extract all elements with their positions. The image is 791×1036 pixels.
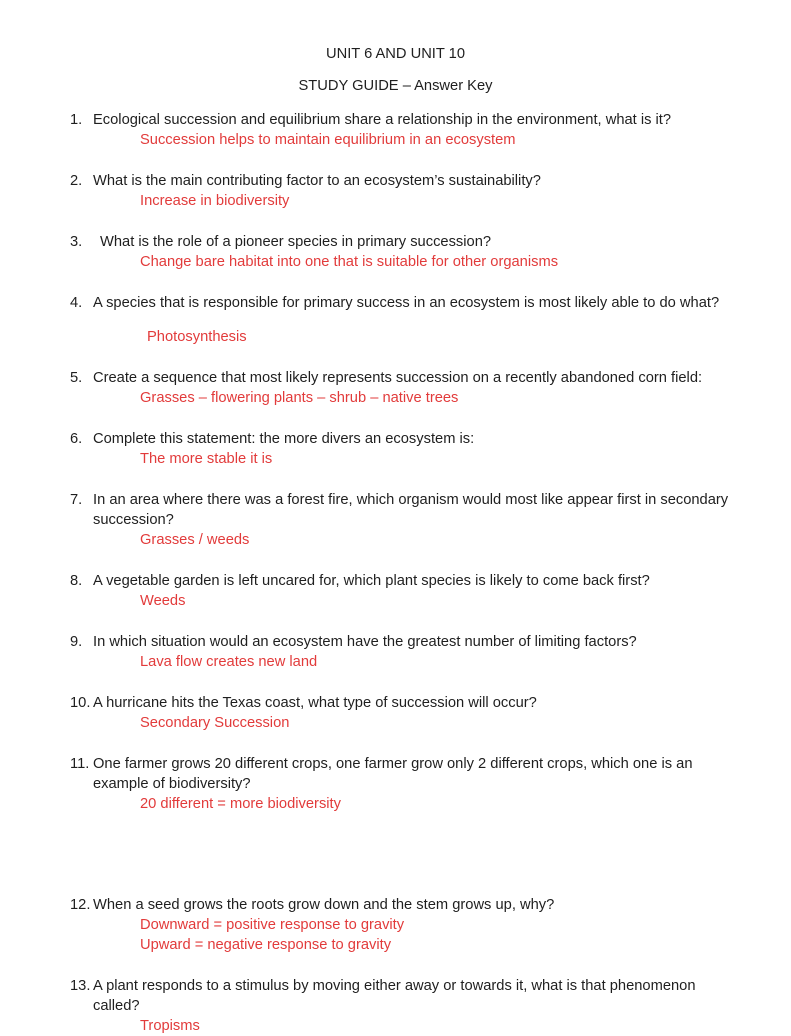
answer-text: Downward = positive response to gravity [140, 917, 405, 933]
question-item [70, 293, 741, 347]
answer-group [93, 252, 741, 272]
answer-group [93, 652, 741, 672]
question-text: In an area where there was a forest fire, which organism would most like appear first in secondary succession? [93, 492, 729, 528]
question-number: 1. [70, 112, 83, 128]
answer-group [93, 794, 741, 814]
question-item [70, 632, 741, 672]
question-item [70, 110, 741, 150]
question-number: 7. [70, 492, 83, 508]
question-text: In which situation would an ecosystem have the greatest number of limiting factors? [93, 634, 637, 650]
answer-text: 20 different = more biodiversity [140, 796, 341, 812]
answer-text: Tropisms [140, 1018, 200, 1034]
question-body [93, 368, 741, 408]
answer-text: The more stable it is [140, 451, 273, 467]
question-body [93, 976, 741, 1036]
question-text: When a seed grows the roots grow down and the stem grows up, why? [93, 897, 555, 913]
question-body [93, 571, 741, 611]
question-body [93, 171, 741, 211]
question-number: 11. [70, 756, 90, 772]
question-text: Create a sequence that most likely represents succession on a recently abandoned corn field: [93, 370, 703, 386]
question-number: 9. [70, 634, 83, 650]
answer-text: Secondary Succession [140, 715, 290, 731]
question-item [70, 693, 741, 733]
answer-text: Succession helps to maintain equilibrium in an ecosystem [140, 132, 516, 148]
question-item [70, 232, 741, 272]
question-number: 10. [70, 695, 91, 711]
question-item [70, 976, 741, 1036]
question-item [70, 754, 741, 814]
answer-text: Lava flow creates new land [140, 654, 318, 670]
question-text: A hurricane hits the Texas coast, what type of succession will occur? [93, 695, 537, 711]
question-number: 3. [70, 234, 83, 250]
question-item [70, 571, 741, 611]
question-number: 13. [70, 978, 91, 994]
question-text: One farmer grows 20 different crops, one farmer grow only 2 different crops, which one is an example of biodiversity? [93, 756, 693, 792]
question-number: 6. [70, 431, 83, 447]
answer-group [93, 1016, 741, 1036]
question-body [93, 232, 741, 272]
question-text: A plant responds to a stimulus by moving either away or towards it, what is that phenomenon called? [93, 978, 696, 1014]
question-text: What is the role of a pioneer species in primary succession? [100, 234, 492, 250]
question-body [93, 632, 741, 672]
question-number: 8. [70, 573, 83, 589]
document-subtitle: STUDY GUIDE – Answer Key [298, 78, 493, 94]
question-list [0, 110, 791, 1036]
question-item [70, 171, 741, 211]
question-item [70, 895, 741, 955]
question-item [70, 368, 741, 408]
question-body [93, 693, 741, 733]
question-body [93, 490, 741, 550]
question-body [93, 293, 741, 347]
answer-group [93, 449, 741, 469]
answer-text: Weeds [140, 593, 186, 609]
answer-text: Grasses / weeds [140, 532, 250, 548]
question-item [70, 490, 741, 550]
question-text: A species that is responsible for primary success in an ecosystem is most likely able to do what? [93, 295, 720, 311]
answer-group [93, 591, 741, 611]
question-text: A vegetable garden is left uncared for, which plant species is likely to come back first? [93, 573, 650, 589]
document-title: UNIT 6 AND UNIT 10 [325, 46, 466, 62]
question-number: 4. [70, 295, 83, 311]
answer-group [93, 915, 741, 955]
question-item [70, 429, 741, 469]
question-number: 12. [70, 897, 91, 913]
question-number: 5. [70, 370, 83, 386]
question-body [93, 895, 741, 955]
answer-group [93, 130, 741, 150]
question-text: What is the main contributing factor to an ecosystem’s sustainability? [93, 173, 541, 189]
answer-group [93, 327, 741, 347]
answer-group [93, 713, 741, 733]
answer-text: Photosynthesis [147, 329, 247, 345]
answer-text: Increase in biodiversity [140, 193, 290, 209]
answer-text: Change bare habitat into one that is suitable for other organisms [140, 254, 559, 270]
answer-group [93, 388, 741, 408]
answer-group [93, 530, 741, 550]
question-text: Complete this statement: the more divers an ecosystem is: [93, 431, 475, 447]
answer-group [93, 191, 741, 211]
answer-text: Upward = negative response to gravity [140, 937, 392, 953]
question-number: 2. [70, 173, 83, 189]
question-body [93, 429, 741, 469]
question-text: Ecological succession and equilibrium share a relationship in the environment, what is it? [93, 112, 672, 128]
question-body [93, 110, 741, 150]
answer-text: Grasses – flowering plants – shrub – native trees [140, 390, 459, 406]
question-body [93, 754, 741, 814]
